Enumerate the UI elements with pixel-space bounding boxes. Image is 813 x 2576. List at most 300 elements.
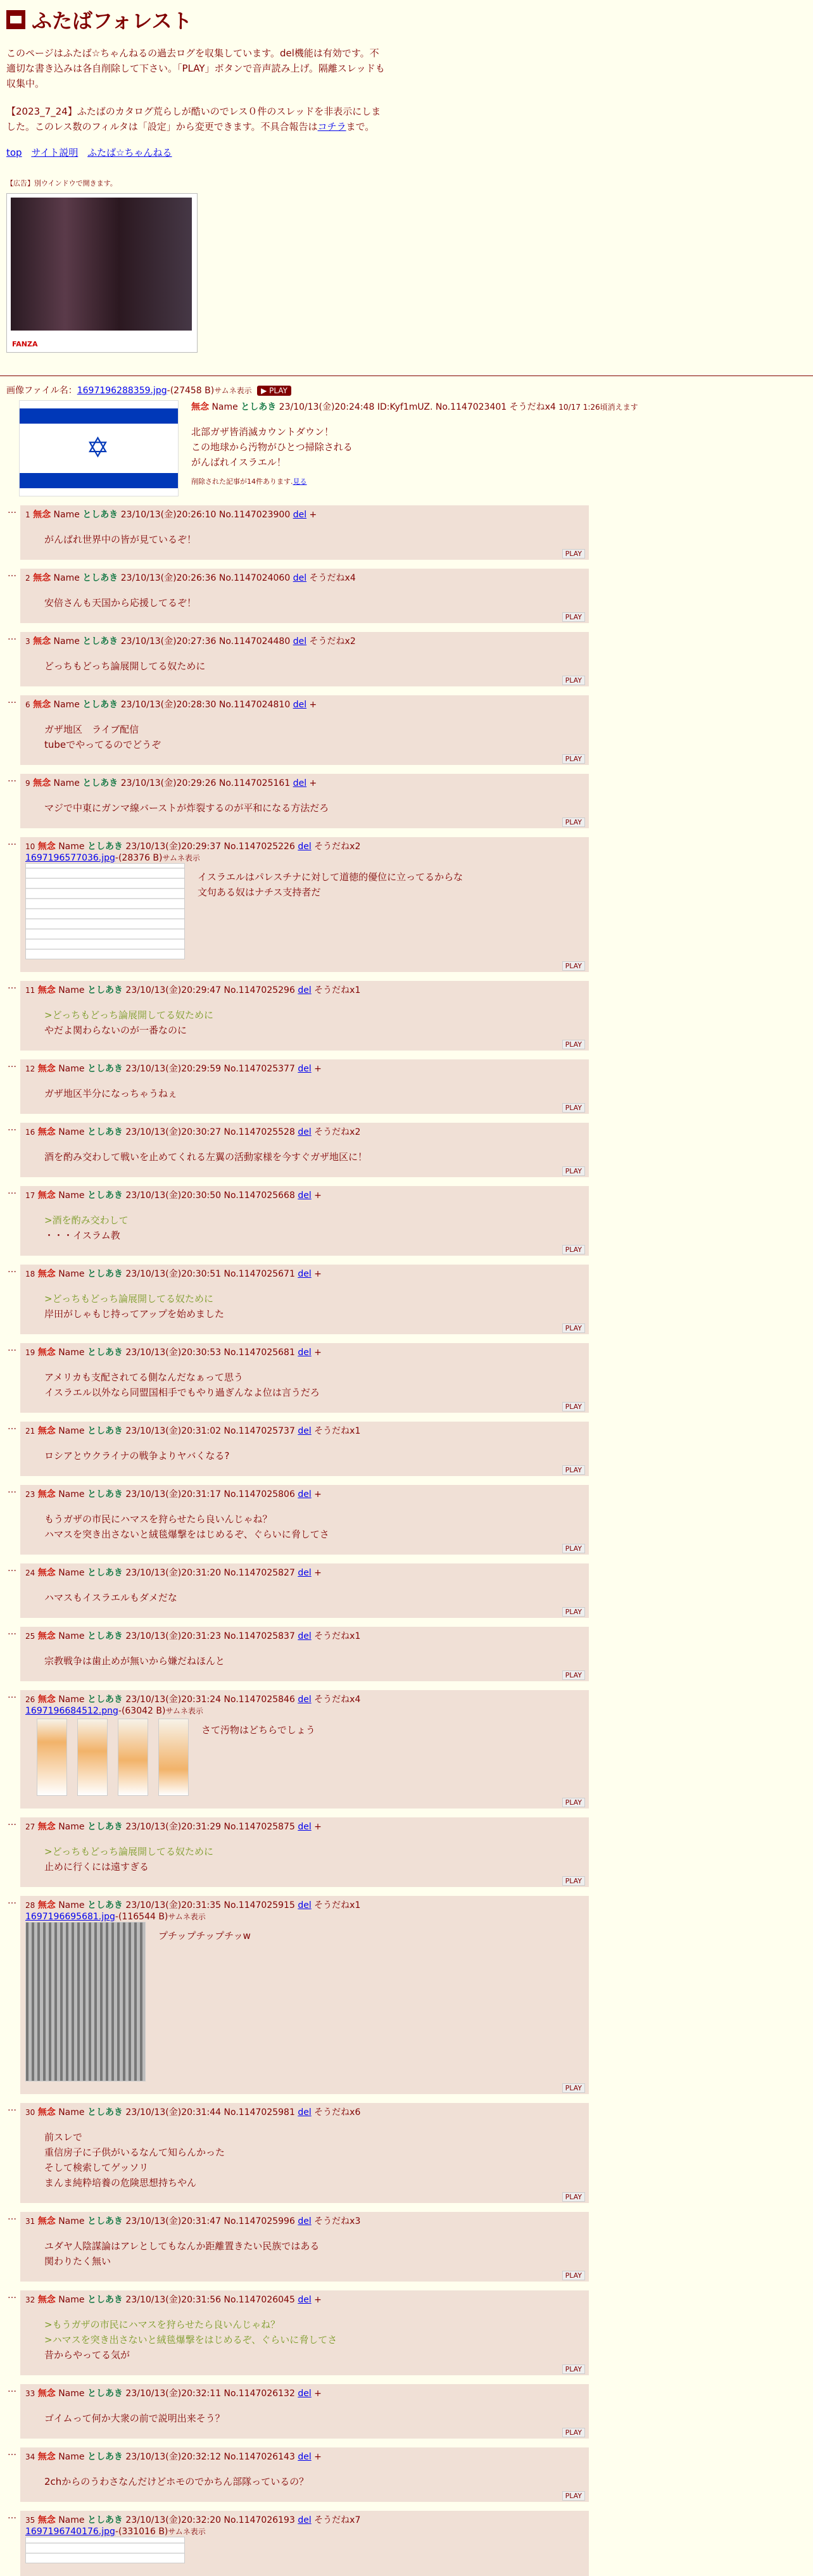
- soudane-button[interactable]: そうだねx1: [314, 1426, 361, 1436]
- reply-number: No.1147025296: [224, 985, 295, 995]
- reply-quote: >どっちもどっち論展開してる奴ために: [44, 1846, 213, 1857]
- reply-play-button[interactable]: PLAY: [562, 1607, 585, 1617]
- reply-subject: 無念: [37, 1489, 56, 1500]
- name-label: Name: [58, 1269, 85, 1279]
- op-file-size: -(27458 B): [167, 386, 215, 396]
- del-link[interactable]: del: [293, 636, 307, 647]
- reply-line: ガザ地区半分になっちゃうねぇ: [44, 1088, 178, 1099]
- reply-line: 文句ある奴はナチス支持者だ: [198, 887, 321, 898]
- del-link[interactable]: del: [293, 510, 307, 520]
- op-id: ID:Kyf1mUZ.: [377, 402, 433, 412]
- del-link[interactable]: del: [298, 1900, 312, 1910]
- soudane-button[interactable]: そうだねx7: [314, 2515, 361, 2525]
- intro: [6, 46, 386, 134]
- reply-header: [25, 2214, 584, 2227]
- reply-index: 25: [25, 1632, 35, 1641]
- op-subject: 無念: [191, 402, 209, 412]
- op-line: この地球から汚物がひとつ掃除される: [191, 441, 353, 453]
- map-thumbnail[interactable]: [77, 1719, 108, 1796]
- reply-box: [20, 1123, 589, 1177]
- reply-text: [44, 2411, 584, 2426]
- soudane-button[interactable]: そうだねx2: [314, 1127, 361, 1137]
- site-info-link[interactable]: サイト説明: [31, 147, 79, 158]
- soudane-button[interactable]: +: [314, 1822, 322, 1832]
- reply-box: [20, 837, 589, 972]
- reply-dots: …: [8, 837, 16, 847]
- reply-number: No.1147025806: [224, 1489, 295, 1500]
- reply-box: [20, 632, 589, 686]
- reply-text: [44, 1590, 584, 1605]
- reply-text: [44, 2130, 584, 2190]
- op-soudane[interactable]: そうだねx4: [509, 402, 556, 412]
- reply-subject: 無念: [37, 1631, 56, 1641]
- del-link[interactable]: del: [298, 842, 312, 852]
- soudane-button[interactable]: +: [314, 1489, 322, 1500]
- reply-index: 11: [25, 986, 35, 995]
- soudane-button[interactable]: そうだねx1: [314, 1631, 361, 1641]
- reply-post: [0, 2212, 589, 2282]
- site-logo-icon: [6, 10, 25, 29]
- reply-header: [25, 2293, 584, 2306]
- flag-stripe: [20, 408, 178, 424]
- reply-header: [25, 1820, 584, 1833]
- reply-index: 32: [25, 2295, 35, 2304]
- del-link[interactable]: del: [298, 1822, 312, 1832]
- name-label: Name: [58, 1426, 85, 1436]
- op-thumbnail[interactable]: [19, 400, 179, 496]
- del-link[interactable]: del: [298, 2452, 312, 2462]
- name-label: Name: [58, 1489, 85, 1500]
- del-link[interactable]: del: [298, 2295, 312, 2305]
- reply-name: としあき: [82, 700, 118, 710]
- reply-file-info: [25, 1911, 584, 1922]
- reply-dots: …: [8, 1123, 16, 1133]
- reply-header: [25, 1189, 584, 1201]
- reply-number: No.1147026045: [224, 2295, 295, 2305]
- soudane-button[interactable]: そうだねx1: [314, 985, 361, 995]
- reply-subject: 無念: [37, 2107, 56, 2118]
- reply-post: [0, 2447, 589, 2502]
- reply-line: もうガザの市民にハマスを狩らせたら良いんじゃね？: [44, 1513, 272, 1525]
- reply-datetime: 23/10/13(金)20:32:20: [125, 2515, 222, 2525]
- soudane-button[interactable]: そうだねx4: [314, 1695, 361, 1705]
- reply-play-button[interactable]: PLAY: [562, 2083, 585, 2093]
- reply-text: [44, 1291, 584, 1322]
- reply-line: 岸田がしゃもじ持ってアップを始めました: [44, 1308, 224, 1320]
- reply-text: [44, 722, 584, 752]
- reply-line: 安倍さんも天国から応援してるぞ！: [44, 597, 197, 609]
- reply-image-comic[interactable]: [25, 2537, 185, 2563]
- reply-name: としあき: [87, 1064, 123, 1074]
- reply-box: [20, 1265, 589, 1334]
- soudane-button[interactable]: そうだねx6: [314, 2107, 361, 2118]
- reply-text: [198, 869, 463, 900]
- reply-subject: 無念: [37, 2216, 56, 2226]
- intro-notice: 【2023_7_24】ふたばのカタログ荒らしが酷いのでレス０件のスレッドを非表示にしました。このレス数のフィルタは「設定」から変更できます。不具合報告は: [6, 106, 381, 132]
- del-link[interactable]: del: [298, 2107, 312, 2118]
- reply-dots: …: [8, 1896, 16, 1906]
- reply-file-link[interactable]: 1697196740176.jpg: [25, 2527, 115, 2537]
- reply-text: [44, 1844, 584, 1874]
- reply-line: マジで中東にガンマ線バーストが炸裂するのが平和になる方法だろ: [44, 802, 329, 814]
- soudane-button[interactable]: そうだねx4: [309, 573, 356, 583]
- soudane-button[interactable]: +: [314, 2452, 322, 2462]
- reply-play-button[interactable]: PLAY: [562, 961, 585, 971]
- del-link[interactable]: del: [298, 1064, 312, 1074]
- reply-number: No.1147025671: [224, 1269, 295, 1279]
- reply-play-button[interactable]: PLAY: [562, 818, 585, 827]
- reply-dots: …: [8, 1563, 16, 1574]
- reply-play-button[interactable]: PLAY: [562, 1245, 585, 1254]
- reply-play-button[interactable]: PLAY: [562, 1670, 585, 1680]
- reply-post: [0, 1563, 589, 1618]
- reply-number: No.1147025377: [224, 1064, 295, 1074]
- reply-text: [201, 1722, 315, 1738]
- reply-header: [25, 508, 584, 521]
- del-link[interactable]: del: [298, 1695, 312, 1705]
- site-header: [6, 5, 807, 34]
- reply-line: イスラエルはパレスチナに対して道徳的優位に立ってるからな: [198, 871, 463, 883]
- soudane-button[interactable]: +: [314, 2295, 322, 2305]
- reply-datetime: 23/10/13(金)20:28:30: [120, 700, 217, 710]
- reply-index: 23: [25, 1490, 35, 1499]
- reply-name: としあき: [82, 510, 118, 520]
- name-label: Name: [211, 402, 238, 412]
- reply-play-button[interactable]: PLAY: [562, 2428, 585, 2437]
- intro-text-2: [6, 104, 386, 134]
- reply-image-row: [25, 2537, 584, 2563]
- name-label: Name: [58, 985, 85, 995]
- reply-post: [0, 569, 589, 623]
- reply-file-link[interactable]: 1697196695681.jpg: [25, 1912, 115, 1922]
- reply-text: [44, 532, 584, 547]
- file-label: 画像ファイル名：: [6, 386, 77, 396]
- reply-line: ・・・イスラム教: [44, 1230, 120, 1241]
- reply-line: ゴイムって何か大衆の前で説明出来そう？: [44, 2413, 225, 2424]
- reply-file-link[interactable]: 1697196684512.png: [25, 1706, 118, 1716]
- reply-name: としあき: [87, 2216, 123, 2226]
- del-link[interactable]: del: [298, 1190, 312, 1201]
- reply-play-button[interactable]: PLAY: [562, 1166, 585, 1176]
- reply-header: [25, 1898, 584, 1911]
- reply-play-button[interactable]: PLAY: [562, 1465, 585, 1475]
- reply-image-row: [25, 1716, 584, 1796]
- reply-index: 3: [25, 637, 30, 646]
- reply-name: としあき: [87, 1489, 123, 1500]
- reply-play-button[interactable]: PLAY: [562, 1402, 585, 1411]
- futaba-link[interactable]: ふたば☆ちゃんねる: [87, 147, 172, 158]
- reply-subject: 無念: [37, 985, 56, 995]
- reply-subject: 無念: [33, 510, 51, 520]
- reply-post: [0, 2103, 589, 2203]
- reply-play-button[interactable]: PLAY: [562, 612, 585, 622]
- reply-post: [0, 1422, 589, 1476]
- soudane-button[interactable]: +: [314, 1064, 322, 1074]
- del-link[interactable]: del: [298, 1269, 312, 1279]
- reply-subject: 無念: [37, 1426, 56, 1436]
- reply-dots: …: [8, 2212, 16, 2222]
- reply-name: としあき: [87, 1695, 123, 1705]
- reply-index: 9: [25, 779, 30, 788]
- del-link[interactable]: del: [298, 1568, 312, 1578]
- reply-play-button[interactable]: PLAY: [562, 2192, 585, 2202]
- name-label: Name: [58, 1064, 85, 1074]
- op-header: [191, 400, 638, 413]
- thumb-label: サムネ表示: [165, 1707, 203, 1715]
- reply-number: No.1147026143: [224, 2452, 295, 2462]
- ad-brand: FANZA: [12, 340, 38, 348]
- reply-datetime: 23/10/13(金)20:32:11: [125, 2389, 222, 2399]
- reply-post: [0, 505, 589, 560]
- reply-box: [20, 981, 589, 1051]
- op-play-button[interactable]: ▶ PLAY: [257, 386, 291, 396]
- soudane-button[interactable]: +: [314, 1190, 322, 1201]
- soudane-button[interactable]: +: [309, 510, 317, 520]
- reply-post: [0, 2384, 589, 2439]
- soudane-button[interactable]: +: [309, 700, 317, 710]
- reply-play-button[interactable]: PLAY: [562, 676, 585, 685]
- op-text: [191, 424, 638, 470]
- op-file-link[interactable]: 1697196288359.jpg: [77, 386, 167, 396]
- soudane-button[interactable]: +: [314, 2389, 322, 2399]
- reply-text: [44, 800, 584, 816]
- op-expire: 10/17 1:26頃消えます: [558, 403, 638, 412]
- reply-number: No.1147025737: [224, 1426, 295, 1436]
- reply-name: としあき: [87, 1348, 123, 1358]
- op-content: [191, 400, 638, 496]
- reply-dots: …: [8, 981, 16, 991]
- name-label: Name: [58, 2515, 85, 2525]
- soudane-button[interactable]: +: [309, 778, 317, 788]
- soudane-button[interactable]: +: [314, 1269, 322, 1279]
- reply-number: No.1147024480: [218, 636, 291, 647]
- reply-index: 33: [25, 2389, 35, 2398]
- name-label: Name: [58, 1348, 85, 1358]
- del-link[interactable]: del: [298, 2515, 312, 2525]
- del-link[interactable]: del: [298, 1127, 312, 1137]
- reply-line: さて汚物はどちらでしょう: [201, 1724, 315, 1736]
- map-thumbnails[interactable]: [37, 1719, 189, 1796]
- reply-play-button[interactable]: PLAY: [562, 1544, 585, 1553]
- reply-line: やだよ関わらないのが一番なのに: [44, 1025, 187, 1036]
- reply-file-link[interactable]: 1697196577036.jpg: [25, 853, 115, 863]
- reply-header: [25, 1267, 584, 1280]
- reply-header: [25, 1346, 584, 1358]
- thread-op: [0, 376, 813, 496]
- reply-box: [20, 1817, 589, 1887]
- show-deleted-link[interactable]: 見る: [293, 477, 307, 486]
- reply-line: プチップチップチッw: [158, 1930, 251, 1941]
- reply-play-button[interactable]: PLAY: [562, 2491, 585, 2501]
- map-thumbnail[interactable]: [37, 1719, 67, 1796]
- soudane-button[interactable]: +: [314, 1568, 322, 1578]
- reply-subject: 無念: [37, 2452, 56, 2462]
- reply-number: No.1147025226: [224, 842, 295, 852]
- ad-banner[interactable]: [6, 193, 198, 353]
- del-link[interactable]: del: [298, 1426, 312, 1436]
- reply-file-size: -(116544 B): [115, 1912, 168, 1922]
- reply-post: [0, 1817, 589, 1887]
- del-link[interactable]: del: [298, 1348, 312, 1358]
- reply-header: [25, 1424, 584, 1437]
- reply-play-button[interactable]: PLAY: [562, 1103, 585, 1113]
- reply-datetime: 23/10/13(金)20:26:10: [120, 510, 217, 520]
- reply-number: No.1147025875: [224, 1822, 295, 1832]
- reply-subject: 無念: [37, 1127, 56, 1137]
- reply-box: [20, 505, 589, 560]
- reply-file-size: -(63042 B): [118, 1706, 166, 1716]
- reply-header: [25, 983, 584, 996]
- reply-post: [0, 1343, 589, 1413]
- reply-line: アメリカも支配されてる側なんだなぁって思う: [44, 1372, 243, 1383]
- reply-name: としあき: [87, 1822, 123, 1832]
- soudane-button[interactable]: そうだねx2: [314, 842, 361, 852]
- reply-post: [0, 1265, 589, 1334]
- reply-number: No.1147025915: [224, 1900, 295, 1910]
- reply-quote: >ハマスを突き出さないと絨毯爆撃をはじめるぞ、ぐらいに脅してさ: [44, 2334, 337, 2346]
- reply-name: としあき: [87, 2107, 123, 2118]
- reply-line: 宗教戦争は歯止めが無いから嫌だねほんと: [44, 1655, 225, 1667]
- reply-file-size: -(28376 B): [115, 853, 163, 863]
- del-link[interactable]: del: [293, 573, 307, 583]
- thumb-label: サムネ表示: [168, 2527, 206, 2536]
- name-label: Name: [58, 1631, 85, 1641]
- reply-box: [20, 1186, 589, 1256]
- reply-line: ガザ地区 ライブ配信: [44, 724, 139, 735]
- reply-line: どっちもどっち論展開してる奴ために: [44, 660, 206, 672]
- del-link[interactable]: del: [298, 2389, 312, 2399]
- name-label: Name: [58, 2295, 85, 2305]
- reply-play-button[interactable]: PLAY: [562, 549, 585, 559]
- reply-line: 止めに行くには遠すぎる: [44, 1861, 149, 1872]
- reply-header: [25, 2387, 584, 2399]
- reply-datetime: 23/10/13(金)20:31:56: [125, 2295, 222, 2305]
- name-label: Name: [58, 1822, 85, 1832]
- reply-subject: 無念: [37, 2389, 56, 2399]
- reply-post: [0, 2511, 589, 2576]
- reply-datetime: 23/10/13(金)20:27:36: [120, 636, 217, 647]
- op-body: [6, 400, 807, 496]
- reply-play-button[interactable]: PLAY: [562, 1876, 585, 1886]
- ad-image[interactable]: [11, 198, 192, 331]
- replies: [0, 505, 813, 2576]
- reply-number: No.1147024060: [218, 573, 291, 583]
- reply-play-button[interactable]: PLAY: [562, 2364, 585, 2374]
- reply-text: [44, 2317, 584, 2363]
- reply-datetime: 23/10/13(金)20:29:26: [120, 778, 217, 788]
- name-label: Name: [53, 700, 80, 710]
- reply-datetime: 23/10/13(金)20:31:29: [125, 1822, 222, 1832]
- reply-datetime: 23/10/13(金)20:31:02: [125, 1426, 222, 1436]
- reply-header: [25, 1629, 584, 1642]
- name-label: Name: [53, 636, 80, 647]
- reply-box: [20, 2290, 589, 2375]
- reply-number: No.1147025837: [224, 1631, 295, 1641]
- reply-play-button[interactable]: PLAY: [562, 2271, 585, 2280]
- reply-box: [20, 1690, 589, 1809]
- reply-number: No.1147025528: [224, 1127, 295, 1137]
- reply-name: としあき: [87, 985, 123, 995]
- reply-number: No.1147025668: [224, 1190, 295, 1201]
- reply-play-button[interactable]: PLAY: [562, 754, 585, 764]
- reply-subject: 無念: [37, 1568, 56, 1578]
- reply-post: [0, 774, 589, 828]
- reply-index: 35: [25, 2516, 35, 2525]
- del-link[interactable]: del: [293, 700, 307, 710]
- map-thumbnail[interactable]: [118, 1719, 148, 1796]
- name-label: Name: [58, 1568, 85, 1578]
- reply-name: としあき: [87, 1190, 123, 1201]
- reply-post: [0, 1896, 589, 2094]
- reply-index: 10: [25, 842, 35, 851]
- reply-number: No.1147026132: [224, 2389, 295, 2399]
- reply-subject: 無念: [33, 700, 51, 710]
- reply-play-button[interactable]: PLAY: [562, 1323, 585, 1333]
- del-link[interactable]: del: [298, 1489, 312, 1500]
- reply-index: 34: [25, 2453, 35, 2461]
- del-link[interactable]: del: [298, 985, 312, 995]
- reply-header: [25, 1125, 584, 1138]
- reply-subject: 無念: [37, 1064, 56, 1074]
- reply-index: 24: [25, 1569, 35, 1577]
- map-thumbnail[interactable]: [158, 1719, 189, 1796]
- reply-subject: 無念: [37, 2515, 56, 2525]
- reply-header: [25, 698, 584, 710]
- soudane-button[interactable]: そうだねx2: [309, 636, 356, 647]
- thumb-label: サムネ表示: [214, 386, 252, 395]
- reply-post: [0, 1123, 589, 1177]
- del-link[interactable]: del: [293, 778, 307, 788]
- reply-datetime: 23/10/13(金)20:29:59: [125, 1064, 222, 1074]
- reply-image-row: [25, 1922, 584, 2081]
- reply-number: No.1147023900: [218, 510, 291, 520]
- reply-dots: …: [8, 1690, 16, 1700]
- reply-line: 昔からやってる気が: [44, 2349, 130, 2361]
- reply-name: としあき: [87, 842, 123, 852]
- bug-report-link[interactable]: コチラ: [317, 121, 346, 132]
- reply-text: [44, 1512, 584, 1542]
- del-link[interactable]: del: [298, 1631, 312, 1641]
- reply-dots: …: [8, 2103, 16, 2113]
- reply-name: としあき: [82, 636, 118, 647]
- reply-number: No.1147025827: [224, 1568, 295, 1578]
- site-title: ふたばフォレスト: [32, 9, 192, 33]
- reply-number: No.1147025681: [224, 1348, 295, 1358]
- reply-box: [20, 2384, 589, 2439]
- reply-dots: …: [8, 1265, 16, 1275]
- top-link[interactable]: top: [6, 147, 22, 158]
- soudane-button[interactable]: そうだねx1: [314, 1900, 361, 1910]
- reply-post: [0, 1690, 589, 1809]
- reply-line: ユダヤ人陰謀論はアレとしてもなんか距離置きたい民族ではある: [44, 2240, 320, 2252]
- reply-dots: …: [8, 1627, 16, 1637]
- soudane-button[interactable]: +: [314, 1348, 322, 1358]
- reply-header: [25, 571, 584, 584]
- reply-play-button[interactable]: PLAY: [562, 1040, 585, 1049]
- soudane-button[interactable]: そうだねx3: [314, 2216, 361, 2226]
- reply-number: No.1147025161: [218, 778, 291, 788]
- reply-play-button[interactable]: PLAY: [562, 1798, 585, 1807]
- del-link[interactable]: del: [298, 2216, 312, 2226]
- reply-post: [0, 695, 589, 765]
- reply-image-crowd[interactable]: [25, 1922, 146, 2081]
- reply-image-comic[interactable]: [25, 863, 185, 959]
- reply-header: [25, 2106, 584, 2118]
- intro-text-1: このページはふたば☆ちゃんねるの過去ログを収集しています。del機能は有効です。不適切な書き込みは各自削除して下さい。「PLAY」ボタンで音声読み上げ。隔離スレッドも収集中。: [6, 47, 385, 89]
- reply-index: 12: [25, 1064, 35, 1073]
- reply-line: tubeでやってるのでどうぞ: [44, 739, 161, 750]
- reply-text: [44, 1086, 584, 1101]
